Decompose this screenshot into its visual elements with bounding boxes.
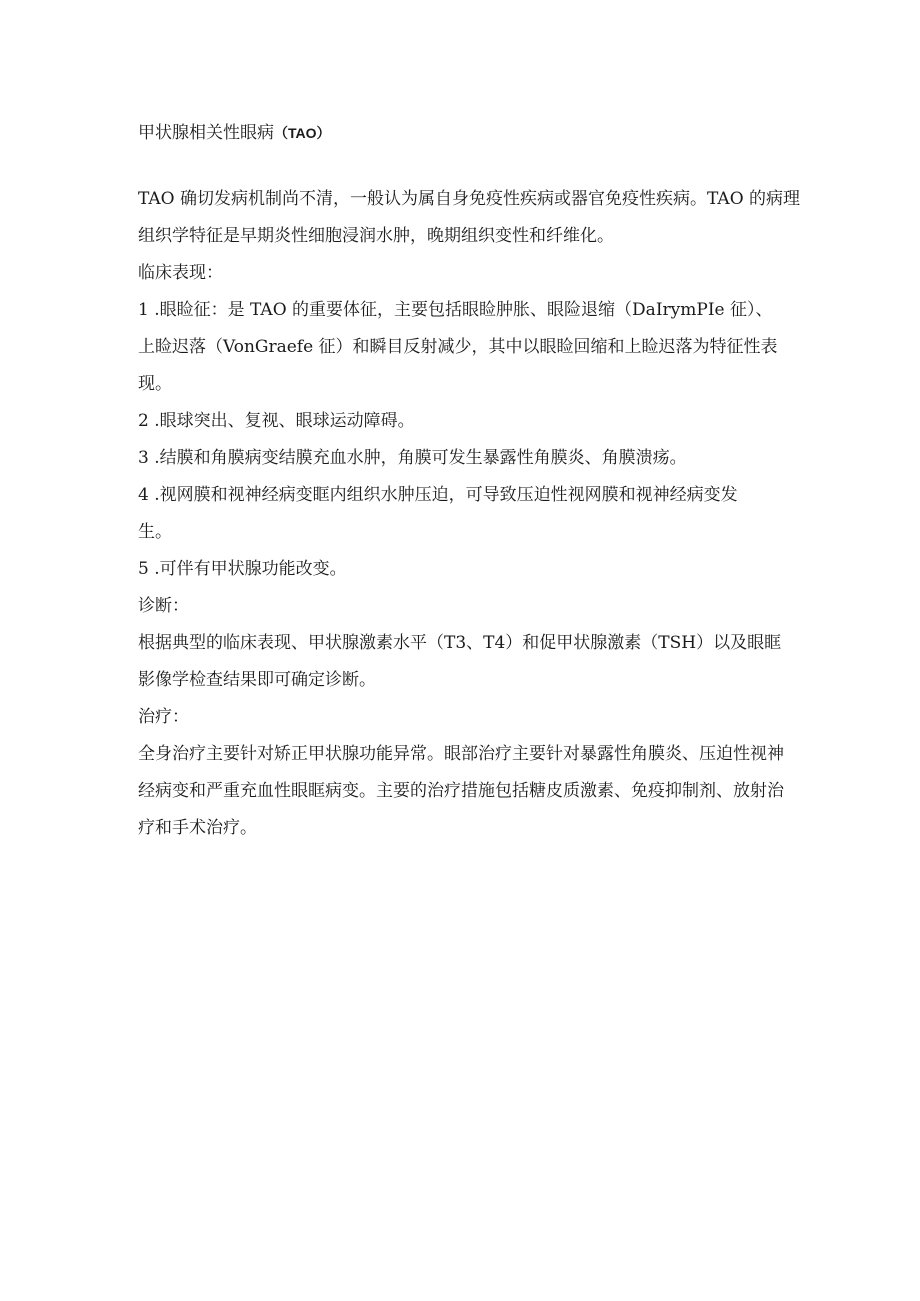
- list-item-cont: 生。: [138, 522, 172, 542]
- section-heading-treatment: 治疗：: [138, 707, 189, 727]
- list-item-cont: 上睑迟落（VonGraefe 征）和瞬目反射减少，其中以眼睑回缩和上睑迟落为特征性表: [138, 337, 778, 357]
- section-heading-diagnosis: 诊断：: [138, 596, 189, 616]
- title-text: 甲状腺相关性眼病: [138, 123, 274, 143]
- title-abbr: （TAO）: [274, 125, 331, 141]
- paragraph-line: 全身治疗主要针对矫正甲状腺功能异常。眼部治疗主要针对暴露性角膜炎、压迫性视神: [138, 744, 784, 764]
- document-title: [138, 123, 331, 143]
- list-item: 3 .结膜和角膜病变结膜充血水肿，角膜可发生暴露性角膜炎、角膜溃疡。: [138, 448, 687, 468]
- list-item: 4 .视网膜和视神经病变眶内组织水肿压迫，可导致压迫性视网膜和视神经病变发: [138, 485, 738, 505]
- paragraph-line: 根据典型的临床表现、甲状腺激素水平（T3、T4）和促甲状腺激素（TSH）以及眼眶: [138, 633, 782, 653]
- list-item: 2 .眼球突出、复视、眼球运动障碍。: [138, 411, 415, 431]
- list-item: 5 .可伴有甲状腺功能改变。: [138, 559, 347, 579]
- paragraph-line: 影像学检查结果即可确定诊断。: [138, 670, 376, 690]
- list-item-cont: 现。: [138, 374, 172, 394]
- paragraph-line: 经病变和严重充血性眼眶病变。主要的治疗措施包括糖皮质激素、免疫抑制剂、放射治: [138, 781, 784, 801]
- list-item: 1 .眼睑征：是 TAO 的重要体征，主要包括眼睑肿胀、眼险退缩（DaIrymPIe 征）、: [138, 300, 773, 320]
- paragraph-line: TAO 确切发病机制尚不清，一般认为属自身免疫性疾病或器官免疫性疾病。TAO 的病理: [138, 189, 801, 209]
- section-heading-clinical: 临床表现：: [138, 263, 223, 283]
- paragraph-line: 组织学特征是早期炎性细胞浸润水肿，晚期组织变性和纤维化。: [138, 226, 614, 246]
- paragraph-line: 疗和手术治疗。: [138, 818, 257, 838]
